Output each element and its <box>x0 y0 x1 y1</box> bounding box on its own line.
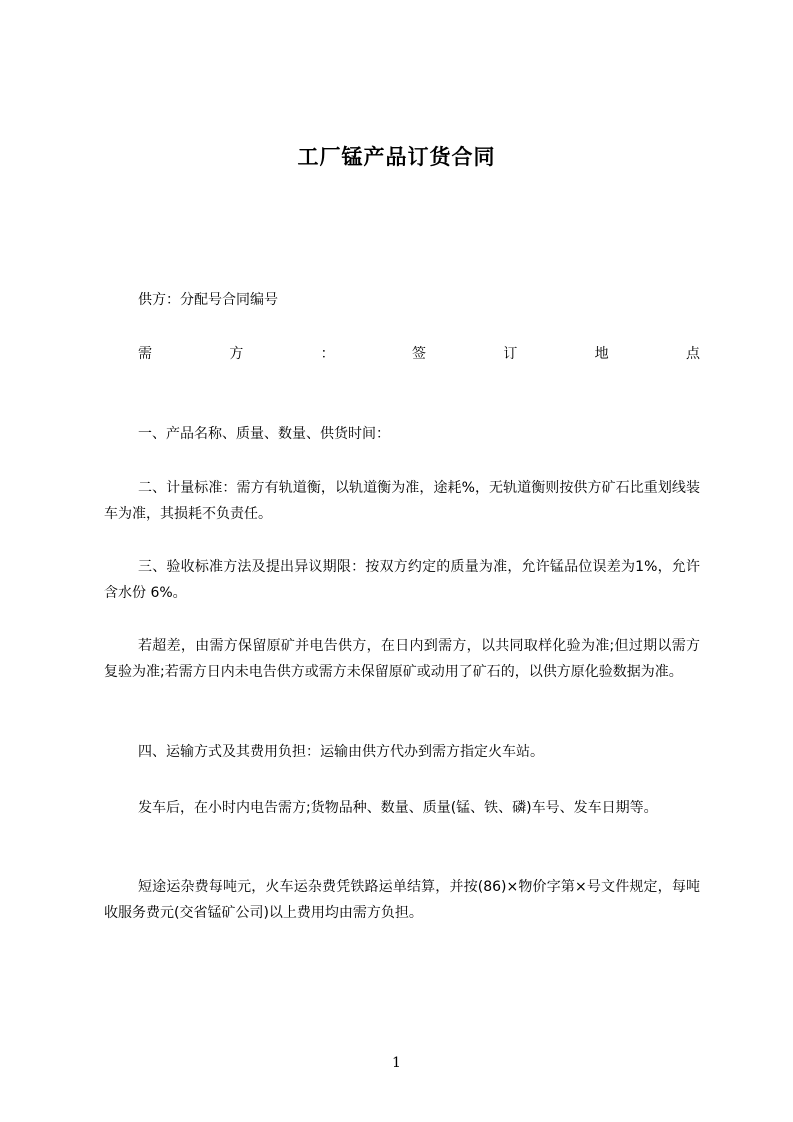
demander-char: 订 <box>503 346 518 362</box>
demander-char: 需 <box>138 346 152 362</box>
demander-line <box>104 344 700 364</box>
demander-char: 签 <box>411 346 426 362</box>
supplier-line: 供方：分配号合同编号 <box>138 292 278 308</box>
section-fees: 短途运杂费每吨元，火车运杂费凭铁路运单结算，并按(86)×物价字第×号文件规定，每吨收服务费元(交省锰矿公司)以上费用均由需方负担。 <box>104 879 700 921</box>
demander-char: 点 <box>685 346 700 362</box>
page-number: 1 <box>392 1055 401 1071</box>
section-product-info: 一、产品名称、质量、数量、供货时间： <box>138 426 390 442</box>
section-dispatch-notice: 发车后，在小时内电告需方;货物品种、数量、质量(锰、铁、磷)车号、发车日期等。 <box>138 800 658 816</box>
section-excess-handling: 若超差，由需方保留原矿并电告供方，在日内到需方，以共同取样化验为准;但过期以需方复验为准;若需方日内未电告供方或需方未保留原矿或动用了矿石的，以供方原化验数据为准。 <box>104 638 700 680</box>
section-acceptance-standard: 三、验收标准方法及提出异议期限：按双方约定的质量为准，允许锰品位误差为1%，允许含水份 6%。 <box>104 559 700 601</box>
demander-char: ： <box>320 346 335 362</box>
section-measurement-standard: 二、计量标准：需方有轨道衡，以轨道衡为准，途耗%，无轨道衡则按供方矿石比重划线装车为准，其损耗不负责任。 <box>104 480 700 522</box>
document-title: 工厂锰产品订货合同 <box>297 145 496 169</box>
demander-char: 地 <box>594 346 609 362</box>
section-transport: 四、运输方式及其费用负担：运输由供方代办到需方指定火车站。 <box>138 744 544 760</box>
demander-char: 方 <box>229 346 244 362</box>
